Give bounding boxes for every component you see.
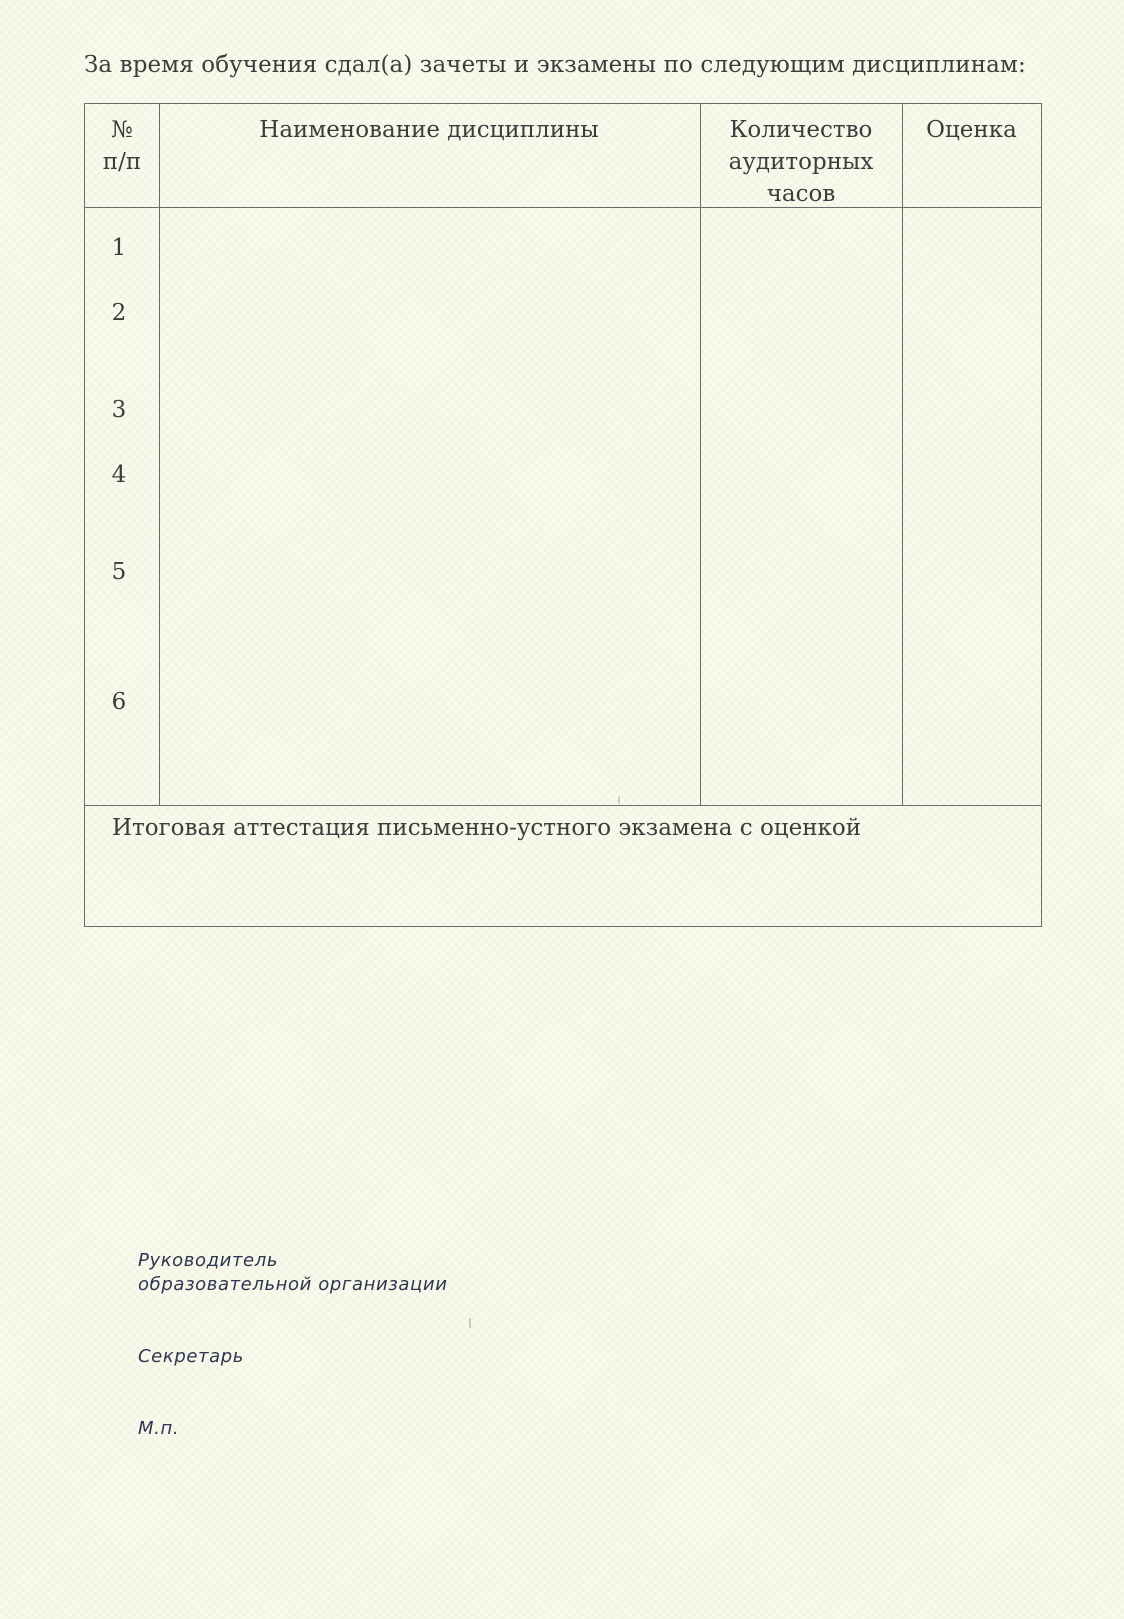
- secretary-label: Секретарь: [138, 1346, 244, 1367]
- row-number-2: 2: [111, 300, 127, 326]
- table-frame: [84, 103, 1042, 927]
- head-label-line2: образовательной организации: [138, 1274, 448, 1295]
- scan-speck: [618, 796, 620, 804]
- row-number-6: 6: [111, 689, 127, 715]
- header-grade: Оценка: [926, 117, 1017, 143]
- scan-speck: [469, 1318, 471, 1328]
- header-discipline: Наименование дисциплины: [259, 117, 599, 143]
- intro-text: За время обучения сдал(а) зачеты и экзамены по следующим дисциплинам:: [84, 52, 1026, 78]
- head-label-line1: Руководитель: [138, 1250, 279, 1271]
- final-row-divider: [84, 805, 1042, 806]
- final-attestation-label: Итоговая аттестация письменно-устного экзамена с оценкой: [112, 815, 862, 841]
- row-number-1: 1: [111, 235, 127, 261]
- header-number: № п/п: [102, 117, 142, 175]
- column-divider-3: [902, 103, 903, 805]
- row-number-3: 3: [111, 397, 127, 423]
- seal-label: М.п.: [138, 1418, 180, 1439]
- head-of-organization-label: [138, 1249, 448, 1297]
- column-divider-1: [159, 103, 160, 805]
- row-number-4: 4: [111, 462, 127, 488]
- header-hours: Количество аудиторных часов: [728, 117, 874, 207]
- row-number-5: 5: [111, 559, 127, 585]
